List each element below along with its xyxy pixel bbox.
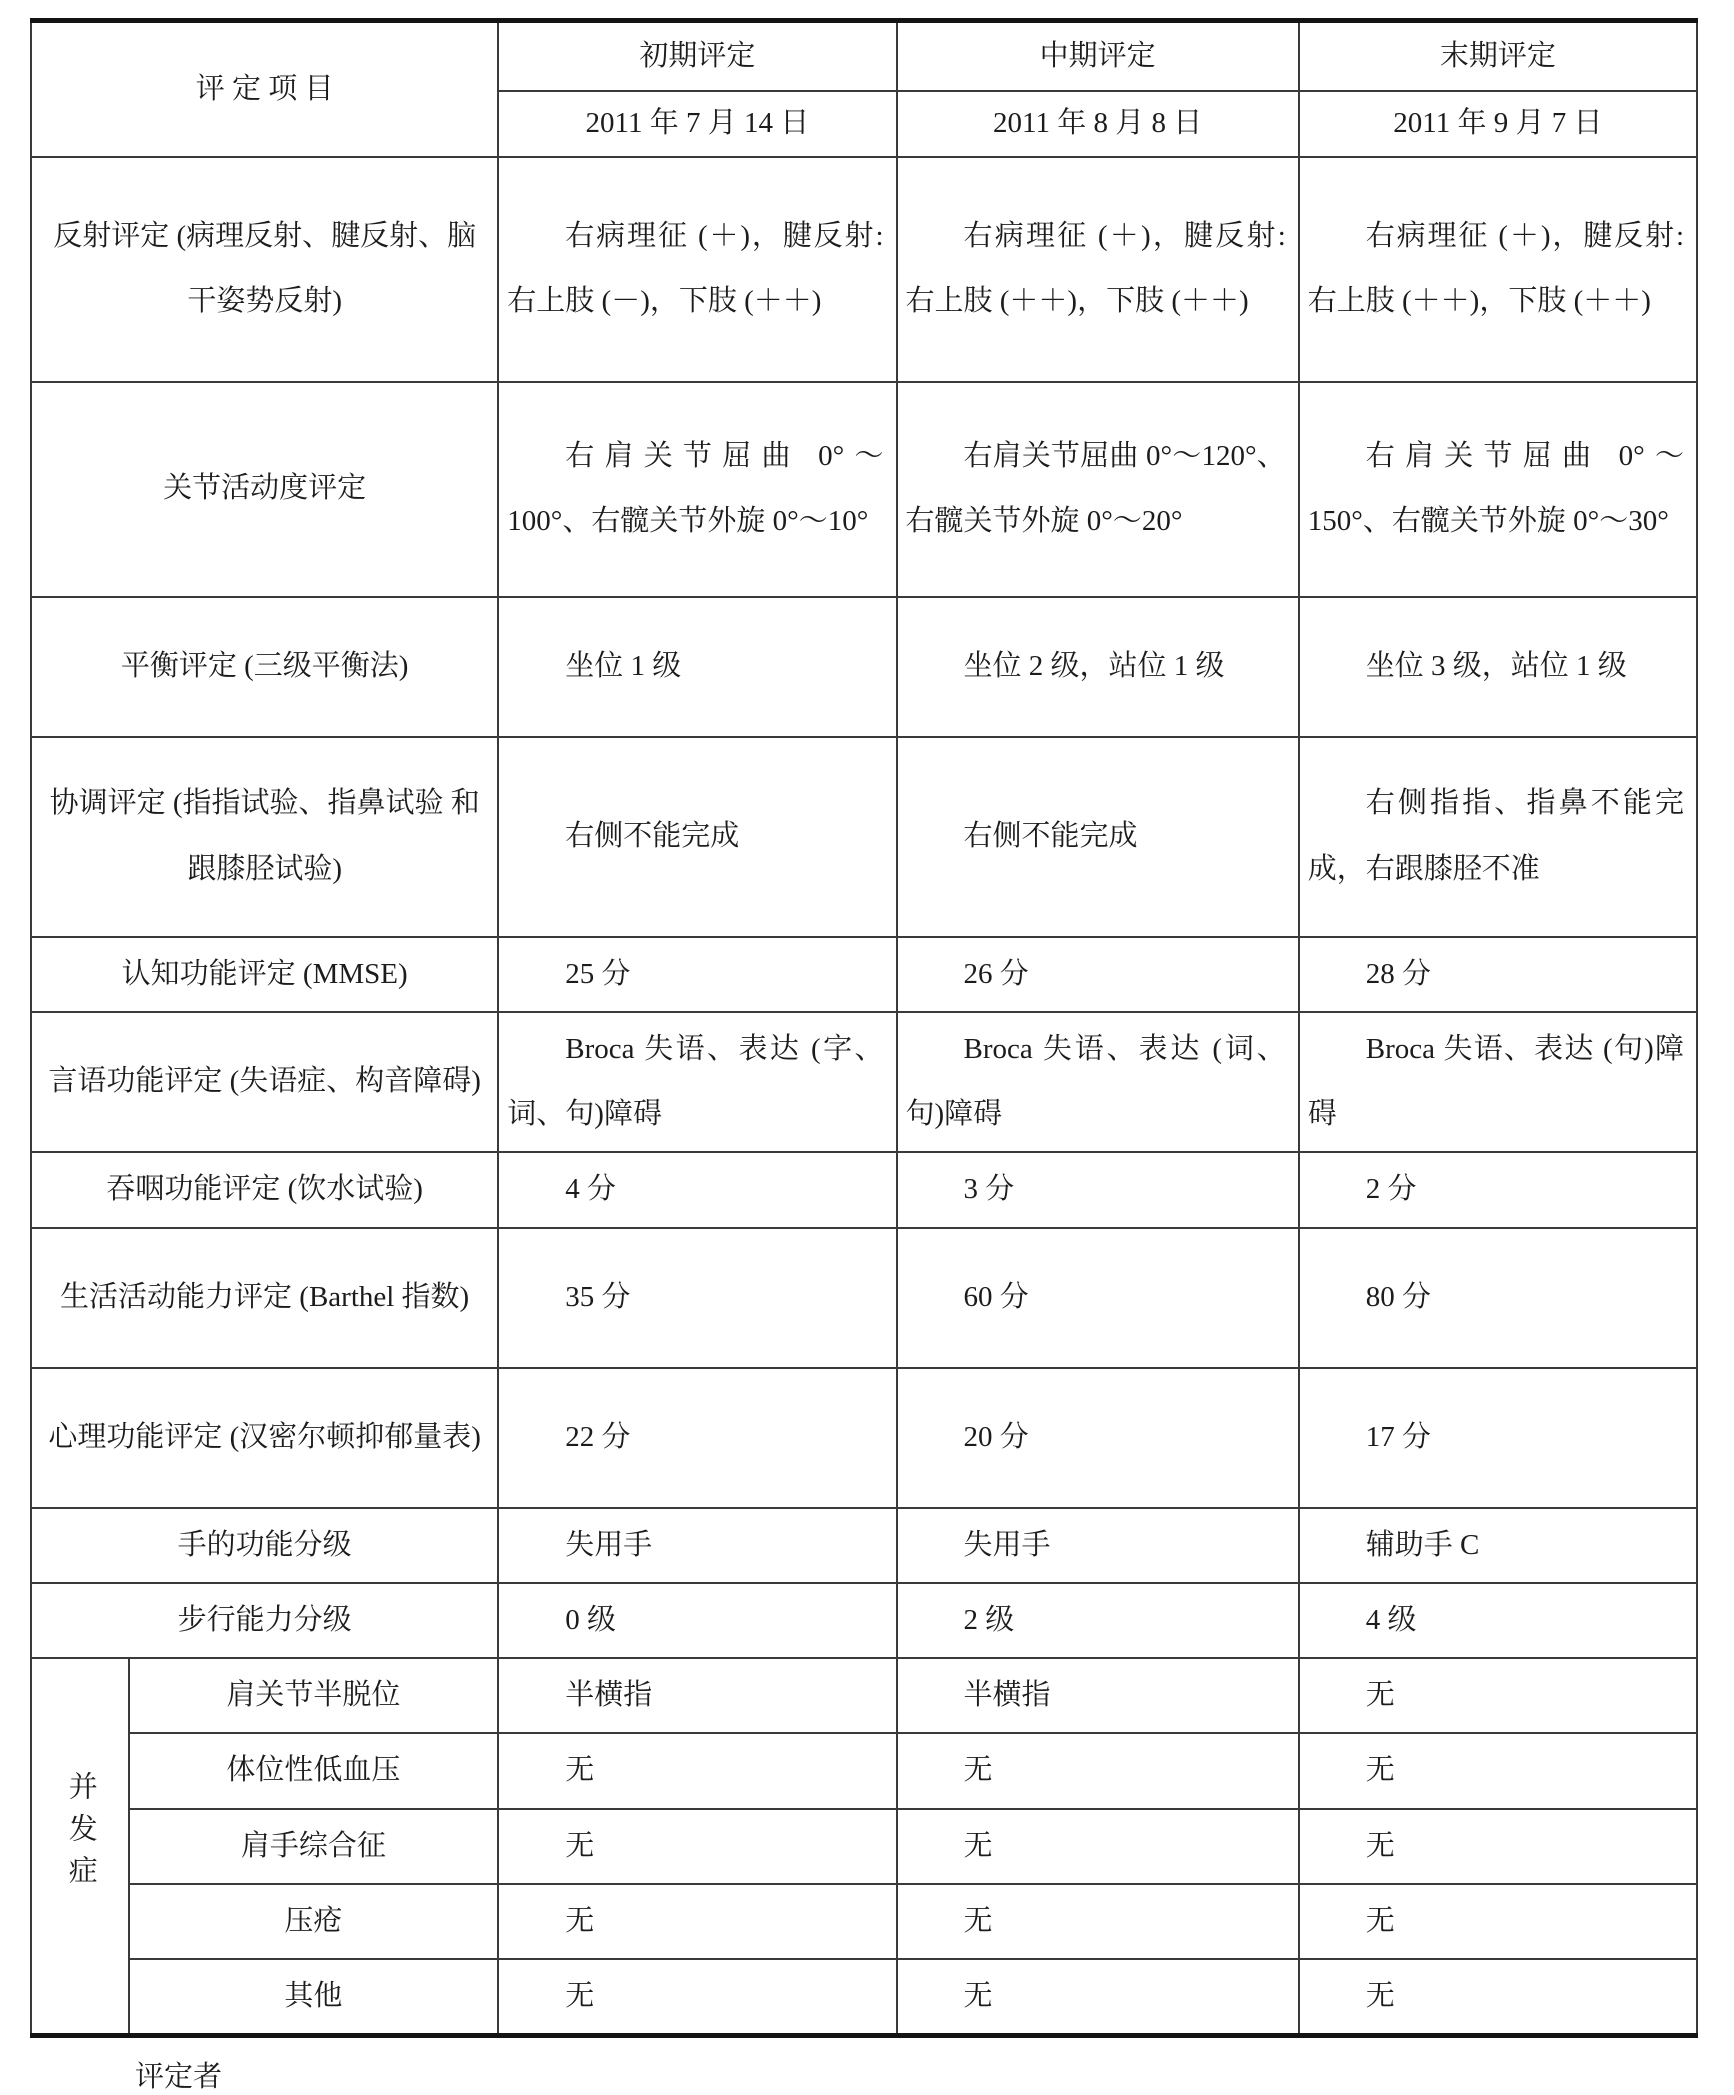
value-cell-initial: 右侧不能完成 bbox=[498, 737, 896, 937]
value-cell-final: 右病理征 (＋)，腱反射:右上肢 (＋＋)，下肢 (＋＋) bbox=[1299, 157, 1697, 382]
date-mid: 2011 年 8 月 8 日 bbox=[897, 91, 1299, 157]
value-cell-mid: Broca 失语、表达 (词、句)障碍 bbox=[897, 1012, 1299, 1153]
value-cell-final: 28 分 bbox=[1299, 937, 1697, 1012]
value-cell-final: Broca 失语、表达 (句)障碍 bbox=[1299, 1012, 1697, 1153]
value-cell-final: 右侧指指、指鼻不能完成，右跟膝胫不准 bbox=[1299, 737, 1697, 937]
table-row-rom bbox=[31, 382, 1697, 597]
value-cell-initial: 失用手 bbox=[498, 1508, 896, 1583]
row-label: 压疮 bbox=[129, 1884, 499, 1959]
value-cell-final: 4 级 bbox=[1299, 1583, 1697, 1658]
value-cell-initial: 无 bbox=[498, 1884, 896, 1959]
value-cell-mid: 无 bbox=[897, 1959, 1299, 2036]
row-label: 关节活动度评定 bbox=[31, 382, 498, 597]
table-row-mmse bbox=[31, 937, 1697, 1012]
table-row-complication-pressure-sore bbox=[31, 1884, 1697, 1959]
period-header-initial: 初期评定 bbox=[498, 21, 896, 91]
value-cell-final: 80 分 bbox=[1299, 1228, 1697, 1368]
table-row-complication-other bbox=[31, 1959, 1697, 2036]
table-row-balance bbox=[31, 597, 1697, 737]
row-label: 协调评定 (指指试验、指鼻试验 和跟膝胫试验) bbox=[31, 737, 498, 937]
value-cell-initial: 35 分 bbox=[498, 1228, 896, 1368]
period-header-mid: 中期评定 bbox=[897, 21, 1299, 91]
date-initial: 2011 年 7 月 14 日 bbox=[498, 91, 896, 157]
value-cell-final: 右肩关节屈曲 0°～150°、右髋关节外旋 0°～30° bbox=[1299, 382, 1697, 597]
row-label: 生活活动能力评定 (Barthel 指数) bbox=[31, 1228, 498, 1368]
value-cell-mid: 60 分 bbox=[897, 1228, 1299, 1368]
header-row-periods bbox=[31, 21, 1697, 91]
row-label: 肩关节半脱位 bbox=[129, 1658, 499, 1733]
table-row-complication-shoulder-subluxation bbox=[31, 1658, 1697, 1733]
row-label: 平衡评定 (三级平衡法) bbox=[31, 597, 498, 737]
period-header-final: 末期评定 bbox=[1299, 21, 1697, 91]
value-cell-mid: 无 bbox=[897, 1809, 1299, 1884]
value-cell-final: 无 bbox=[1299, 1658, 1697, 1733]
table-row-hand bbox=[31, 1508, 1697, 1583]
value-cell-initial: 半横指 bbox=[498, 1658, 896, 1733]
value-cell-initial: 无 bbox=[498, 1733, 896, 1808]
value-cell-initial: 无 bbox=[498, 1809, 896, 1884]
table-row-coordination bbox=[31, 737, 1697, 937]
value-cell-final: 17 分 bbox=[1299, 1368, 1697, 1508]
value-cell-mid: 20 分 bbox=[897, 1368, 1299, 1508]
value-cell-final: 无 bbox=[1299, 1884, 1697, 1959]
assessment-table bbox=[30, 18, 1698, 2038]
value-cell-mid: 3 分 bbox=[897, 1152, 1299, 1227]
value-cell-initial: 4 分 bbox=[498, 1152, 896, 1227]
value-cell-initial: 坐位 1 级 bbox=[498, 597, 896, 737]
row-label: 其他 bbox=[129, 1959, 499, 2036]
value-cell-mid: 坐位 2 级，站位 1 级 bbox=[897, 597, 1299, 737]
value-cell-mid: 右肩关节屈曲 0°～120°、右髋关节外旋 0°～20° bbox=[897, 382, 1299, 597]
table-row-complication-hypotension bbox=[31, 1733, 1697, 1808]
value-cell-final: 无 bbox=[1299, 1809, 1697, 1884]
row-label: 心理功能评定 (汉密尔顿抑郁量表) bbox=[31, 1368, 498, 1508]
date-final: 2011 年 9 月 7 日 bbox=[1299, 91, 1697, 157]
value-cell-mid: 失用手 bbox=[897, 1508, 1299, 1583]
row-label: 言语功能评定 (失语症、构音障碍) bbox=[31, 1012, 498, 1153]
value-cell-final: 坐位 3 级，站位 1 级 bbox=[1299, 597, 1697, 737]
row-label: 体位性低血压 bbox=[129, 1733, 499, 1808]
value-cell-initial: 右病理征 (＋)，腱反射:右上肢 (－)，下肢 (＋＋) bbox=[498, 157, 896, 382]
table-row-psych bbox=[31, 1368, 1697, 1508]
value-cell-initial: Broca 失语、表达 (字、词、句)障碍 bbox=[498, 1012, 896, 1153]
value-cell-mid: 26 分 bbox=[897, 937, 1299, 1012]
assessor-label: 评定者 bbox=[135, 2061, 223, 2094]
value-cell-initial: 0 级 bbox=[498, 1583, 896, 1658]
table-row-reflex bbox=[31, 157, 1697, 382]
value-cell-initial: 无 bbox=[498, 1959, 896, 2036]
row-label: 认知功能评定 (MMSE) bbox=[31, 937, 498, 1012]
complications-group-label: 并发症 bbox=[64, 1770, 97, 1898]
row-label: 肩手综合征 bbox=[129, 1809, 499, 1884]
table-row-speech bbox=[31, 1012, 1697, 1153]
row-label: 步行能力分级 bbox=[31, 1583, 498, 1658]
value-cell-mid: 2 级 bbox=[897, 1583, 1299, 1658]
value-cell-mid: 右病理征 (＋)，腱反射:右上肢 (＋＋)，下肢 (＋＋) bbox=[897, 157, 1299, 382]
table-row-adl bbox=[31, 1228, 1697, 1368]
value-cell-mid: 右侧不能完成 bbox=[897, 737, 1299, 937]
value-cell-final: 无 bbox=[1299, 1959, 1697, 2036]
table-row-swallow bbox=[31, 1152, 1697, 1227]
value-cell-final: 辅助手 C bbox=[1299, 1508, 1697, 1583]
value-cell-final: 无 bbox=[1299, 1733, 1697, 1808]
value-cell-final: 2 分 bbox=[1299, 1152, 1697, 1227]
value-cell-initial: 25 分 bbox=[498, 937, 896, 1012]
value-cell-mid: 无 bbox=[897, 1884, 1299, 1959]
value-cell-mid: 无 bbox=[897, 1733, 1299, 1808]
row-label: 吞咽功能评定 (饮水试验) bbox=[31, 1152, 498, 1227]
item-column-header: 评 定 项 目 bbox=[31, 21, 498, 157]
row-label: 反射评定 (病理反射、腱反射、脑干姿势反射) bbox=[31, 157, 498, 382]
value-cell-initial: 右肩关节屈曲 0°～100°、右髋关节外旋 0°～10° bbox=[498, 382, 896, 597]
value-cell-initial: 22 分 bbox=[498, 1368, 896, 1508]
value-cell-mid: 半横指 bbox=[897, 1658, 1299, 1733]
table-row-complication-shoulder-hand-syndrome bbox=[31, 1809, 1697, 1884]
row-label: 手的功能分级 bbox=[31, 1508, 498, 1583]
complications-group-cell bbox=[31, 1658, 129, 2036]
table-row-walking bbox=[31, 1583, 1697, 1658]
